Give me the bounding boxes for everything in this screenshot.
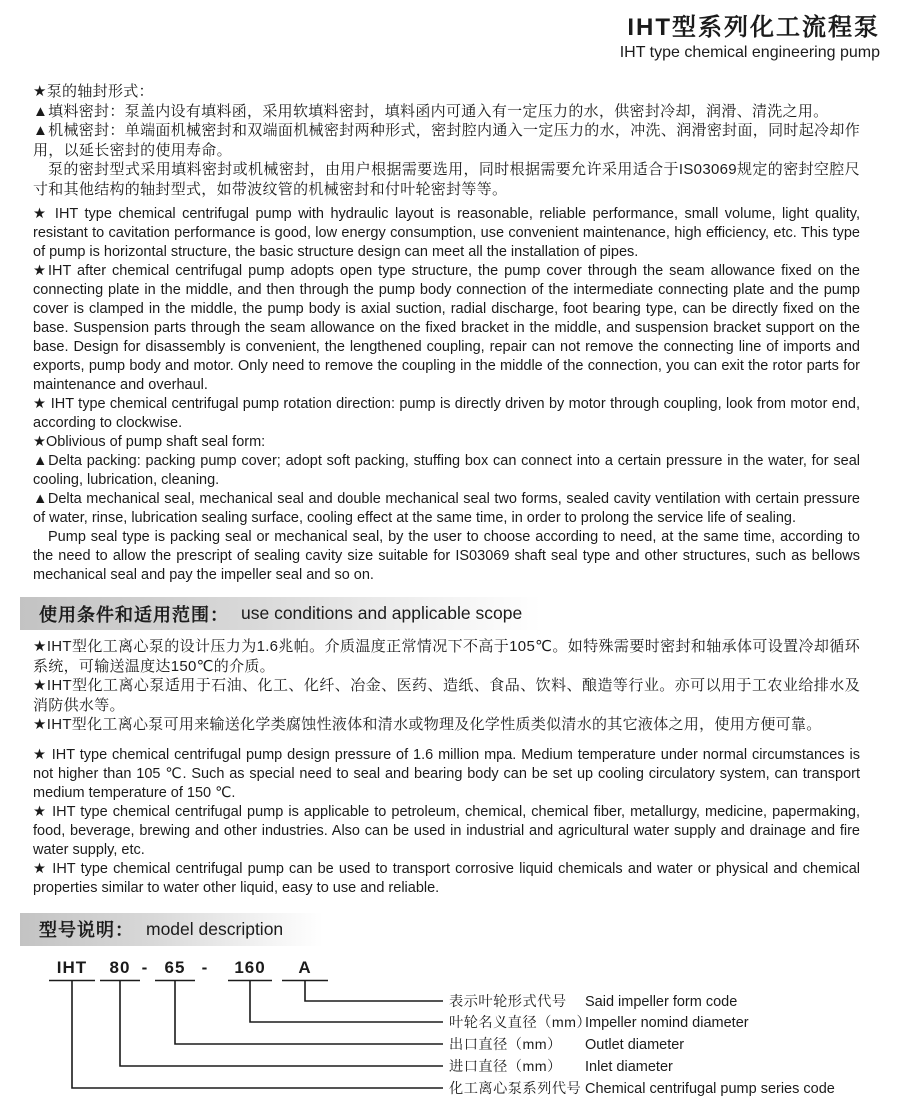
legend-zh-series: 化工离心泵系列代号 — [449, 1080, 582, 1097]
use-conditions-zh-block — [33, 637, 860, 735]
paragraph: Pump seal type is packing seal or mechanical seal, by the user to choose according to need, at the same time, according to the need to allow the prescript of sealing cavity size suitable for IS03069 shaft seal type and other structures, such as bellows mechanical seal and pay the impeller seal and so on. — [33, 529, 860, 583]
paragraph: ★泵的轴封形式： — [33, 83, 154, 100]
legend-zh-outlet: 出口直径（mm） — [449, 1036, 562, 1053]
use-conditions-en-block — [33, 746, 860, 898]
connector-outlet — [175, 980, 443, 1044]
paragraph: ★ IHT type chemical centrifugal pump can be used to transport corrosive liquid chemicals and water or physical and chemical properties similar to water other liquid, easy to use and reliable. — [33, 860, 860, 896]
connector-impeller-code — [305, 980, 443, 1001]
section-heading-en: model description — [146, 918, 284, 939]
shaft-seal-section — [33, 82, 860, 585]
paragraph: ★IHT型化工离心泵可用来输送化学类腐蚀性液体和清水或物理及化学性质类似清水的其它液体之用，使用方便可靠。 — [33, 716, 822, 733]
document-header — [33, 14, 880, 62]
legend-en-inlet: Inlet diameter — [585, 1058, 673, 1075]
paragraph: ▲Delta mechanical seal, mechanical seal and double mechanical seal two forms, sealed cavity ventilation with certain pressure of water, rinse, lubrication sealing surface, cooling effect at the same time, in order to prolong the service life of sealing. — [33, 491, 860, 526]
paragraph: ★IHT型化工离心泵适用于石油、化工、化纤、冶金、医药、造纸、食品、饮料、酿造等行业。亦可以用于工农业给排水及消防供水等。 — [33, 677, 860, 714]
legend-en-outlet: Outlet diameter — [585, 1036, 685, 1053]
page-title: IHT型系列化工流程泵 — [627, 14, 880, 41]
connector-inlet — [120, 980, 443, 1066]
legend-en-series: Chemical centrifugal pump series code — [585, 1080, 835, 1097]
model-part-inlet: 80 — [109, 957, 131, 977]
section-heading-zh: 型号说明： — [39, 920, 134, 940]
model-description-diagram — [33, 953, 860, 1105]
legend-zh-inlet: 进口直径（mm） — [449, 1058, 562, 1075]
paragraph: 泵的密封型式采用填料密封或机械密封，由用户根据需要选用，同时根据需要允许采用适合于IS03069规定的密封空腔尺寸和其他结构的轴封型式，如带波纹管的机械密封和付叶轮密封等等。 — [33, 161, 860, 198]
connector-series — [72, 980, 443, 1088]
paragraph: ▲填料密封：泵盖内设有填料函，采用软填料密封，填料函内可通入有一定压力的水，供密封冷却，润滑、清洗之用。 — [33, 102, 829, 120]
paragraph: ★IHT型化工离心泵的设计压力为1.6兆帕。介质温度正常情况下不高于105℃。如特殊需要时密封和轴承体可设置冷却循环系统，可输送温度达150℃的介质。 — [33, 638, 860, 675]
model-part-outlet: 65 — [164, 957, 186, 977]
paragraph: ★ IHT type chemical centrifugal pump with hydraulic layout is reasonable, reliable performance, small volume, light quality, resistant to cavitation performance is good, low energy consumption, use convenient maintenance, high efficiency, etc. This type of pump is horizontal structure, the basic structure design can meet all the installation of pipes. — [33, 206, 860, 260]
separator-dash: - — [141, 957, 149, 977]
page-subtitle: IHT type chemical engineering pump — [619, 44, 880, 61]
legend-en-impeller-code: Said impeller form code — [585, 993, 738, 1010]
section-heading-en: use conditions and applicable scope — [241, 603, 523, 623]
paragraph: ▲Delta packing: packing pump cover; adopt soft packing, stuffing box can connect into a certain pressure in the water, for seal cooling, lubrication, cleaning. — [33, 453, 860, 488]
paragraph: ★ IHT type chemical centrifugal pump rotation direction: pump is directly driven by motor through coupling, look from motor end, according to clockwise. — [33, 396, 860, 431]
section-heading-zh: 使用条件和适用范围： — [39, 604, 229, 625]
model-part-series: IHT — [56, 957, 88, 977]
legend-en-impeller-diameter: Impeller nomind diameter — [585, 1014, 749, 1031]
model-part-impeller-diameter: 160 — [234, 957, 266, 977]
section-heading-model-description — [20, 913, 509, 946]
paragraph: ★Oblivious of pump shaft seal form: — [33, 434, 266, 450]
paragraph: ★ IHT type chemical centrifugal pump design pressure of 1.6 million mpa. Medium temperature under normal circumstances is not higher than 105 ℃. Such as special need to seal and bearing body can be set up cooling circulatory system, can transport medium temperature of 150 ℃. — [33, 746, 860, 801]
legend-zh-impeller-code: 表示叶轮形式代号 — [449, 993, 567, 1010]
legend-zh-impeller-diameter: 叶轮名义直径（mm） — [449, 1014, 592, 1031]
section-heading-use-conditions — [20, 597, 860, 630]
separator-dash: - — [201, 957, 209, 977]
paragraph: ▲机械密封：单端面机械密封和双端面机械密封两种形式，密封腔内通入一定压力的水，冲洗、润滑密封面，同时起冷却作用，以延长密封的使用寿命。 — [33, 122, 860, 159]
paragraph: ★ IHT type chemical centrifugal pump is applicable to petroleum, chemical, chemical fiber, metallurgy, medicine, papermaking, food, beverage, brewing and other industries. Also can be used in industrial and agricultural water supply and drainage and fire water supply, etc. — [33, 803, 860, 858]
paragraph: ★IHT after chemical centrifugal pump adopts open type structure, the pump cover through the seam allowance fixed on the connecting plate in the middle, and then through the pump body connection of the intermediate connecting plate and the pump cover is clamped in the middle, the pump body is axial suction, radial discharge, foot bearing type, can be directly fixed on the base. Suspension parts through the seam allowance on the fixed bracket in the middle, and suspension bracket support on the base. Design for disassembly is convenient, the lengthened coupling, repair can not remove the connecting line of imports and exports, pump body and motor. Only need to remove the coupling in the middle of the connection, you can exit the rotor parts for maintenance and overhaul. — [33, 263, 860, 393]
model-code-tree — [33, 953, 867, 1105]
model-part-impeller-code: A — [298, 957, 312, 977]
